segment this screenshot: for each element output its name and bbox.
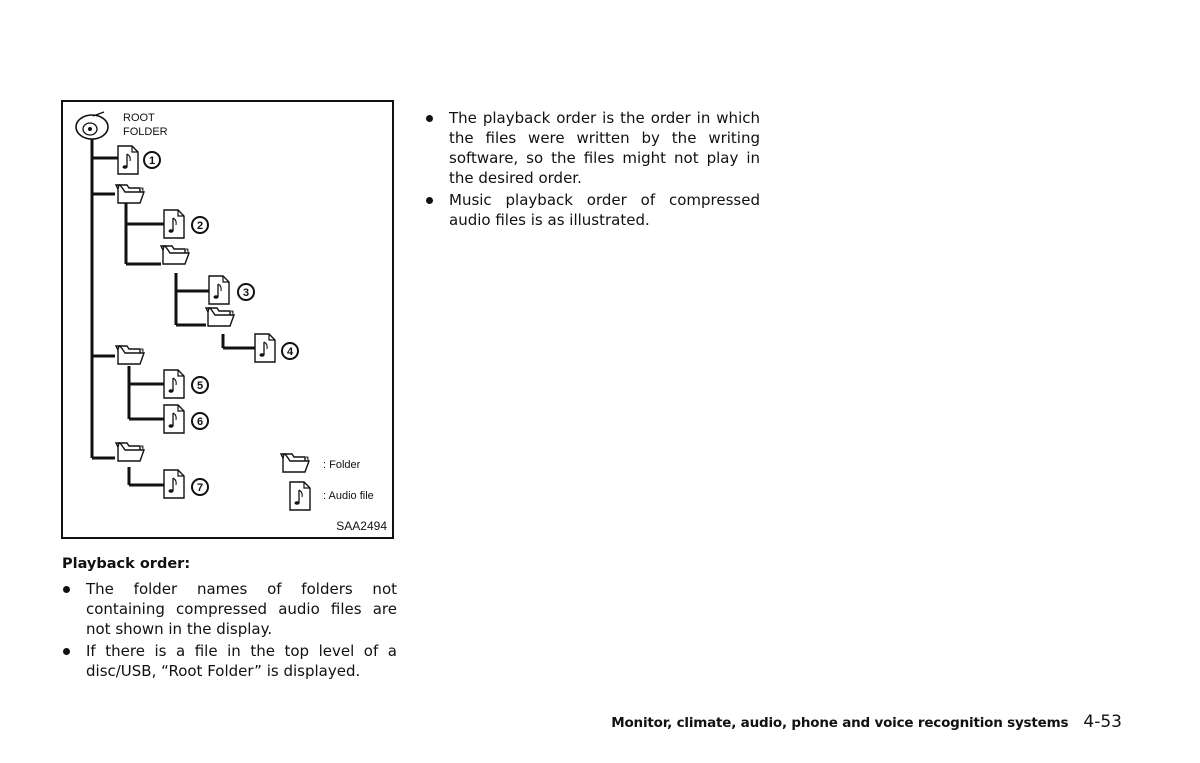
list-item: Music playback order of compressed audio files is as illustrated. (424, 190, 760, 230)
order-number-7: 7 (196, 482, 204, 494)
order-number-4: 4 (286, 346, 294, 358)
order-number-5: 5 (196, 380, 204, 392)
legend-folder-label: : Folder (323, 459, 361, 471)
order-number-6: 6 (196, 416, 204, 428)
left-bullet-list (61, 579, 397, 683)
audio-file-icon (164, 405, 184, 433)
right-bullet-list (424, 108, 760, 232)
audio-file-icon (118, 146, 138, 174)
figure-code: SAA2494 (336, 519, 387, 533)
folder-icon (161, 246, 189, 264)
list-item: The playback order is the order in which the files were written by the writing software, so the files might not play in the desired order. (424, 108, 760, 188)
list-item: If there is a file in the top level of a disc/USB, “Root Folder” is displayed. (61, 641, 397, 681)
folder-icon (116, 443, 144, 461)
order-number-2: 2 (196, 220, 204, 232)
root-label-line2: FOLDER (123, 126, 168, 138)
audio-file-icon (164, 470, 184, 498)
legend-audio-label: : Audio file (323, 490, 374, 502)
section-heading: Playback order: (62, 556, 191, 572)
folder-icon (206, 308, 234, 326)
order-number-1: 1 (148, 155, 156, 167)
page-number: 4-53 (1083, 712, 1122, 732)
folder-icon (116, 185, 144, 203)
legend-folder-icon (281, 454, 309, 472)
audio-file-icon (255, 334, 275, 362)
playback-order-diagram (61, 100, 394, 539)
audio-file-icon (209, 276, 229, 304)
audio-file-icon (164, 370, 184, 398)
page-footer (600, 712, 1122, 732)
list-item: The folder names of folders not containing compressed audio files are not shown in the display. (61, 579, 397, 639)
footer-section-title: Monitor, climate, audio, phone and voice recognition systems (611, 715, 1069, 731)
root-label-line1: ROOT (123, 112, 155, 124)
root-disc-icon (76, 112, 108, 139)
order-number-3: 3 (242, 287, 250, 299)
diagram-graphics (63, 102, 396, 541)
legend-audio-file-icon (290, 482, 310, 510)
audio-file-icon (164, 210, 184, 238)
folder-icon (116, 346, 144, 364)
